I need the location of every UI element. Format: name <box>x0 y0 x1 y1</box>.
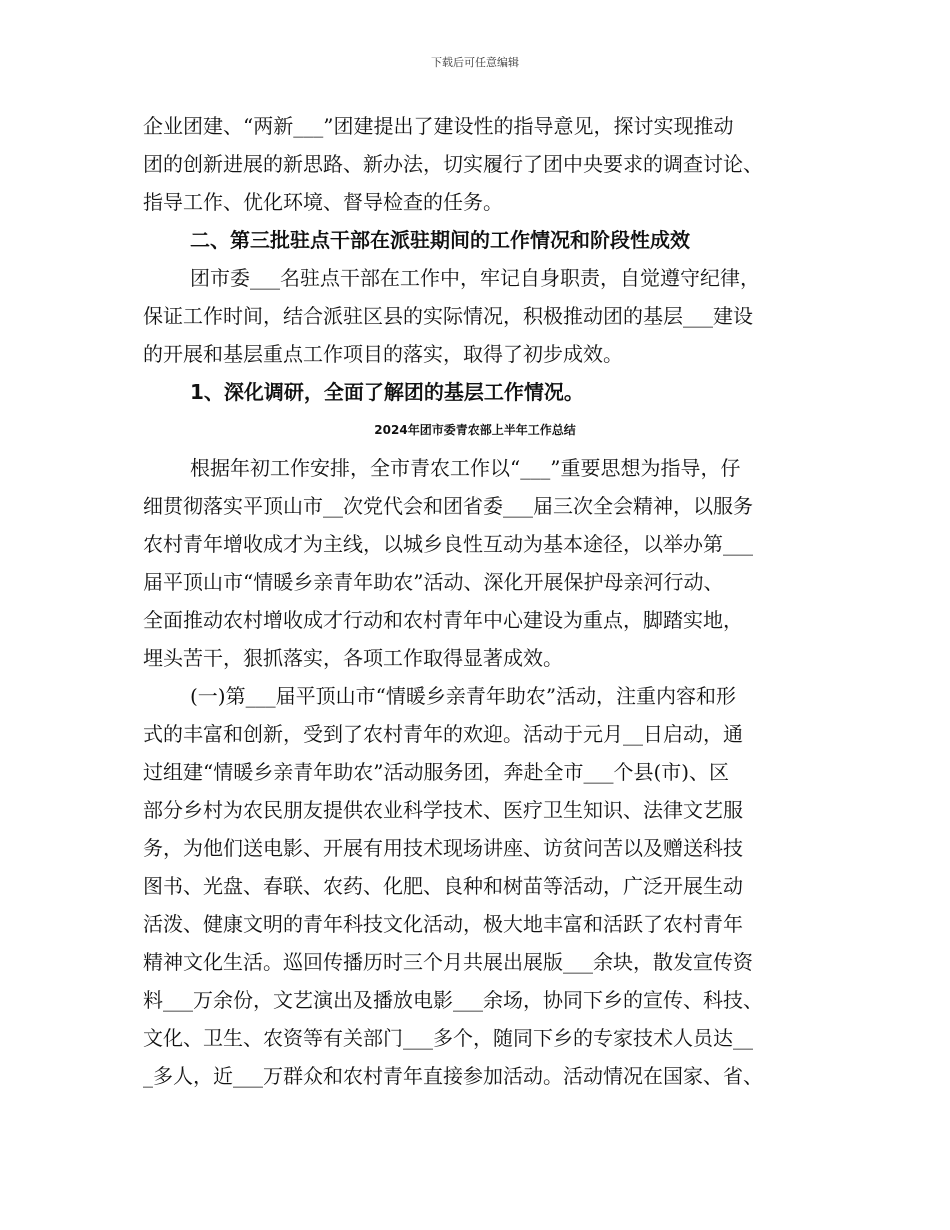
text-line: 精神文化生活。巡回传播历时三个月共展出展版___余块，散发宣传资 <box>143 950 753 974</box>
subsection-heading: 1、深化调研，全面了解团的基层工作情况。 <box>190 380 584 404</box>
text-line: (一)第___届平顶山市“情暖乡亲青年助农”活动，注重内容和形 <box>190 684 737 708</box>
text-line: 团市委___名驻点干部在工作中，牢记自身职责，自觉遵守纪律， <box>190 266 760 290</box>
text-line: 务，为他们送电影、开展有用技术现场讲座、访贫问苦以及赠送科技 <box>143 836 743 860</box>
text-line: 部分乡村为农民朋友提供农业科学技术、医疗卫生知识、法律文艺服 <box>143 798 743 822</box>
text-line: 细贯彻落实平顶山市__次党代会和团省委___届三次全会精神，以服务 <box>143 494 753 518</box>
text-line: 根据年初工作安排，全市青农工作以“___”重要思想为指导，仔 <box>190 456 741 480</box>
text-line: 企业团建、“两新___”团建提出了建设性的指导意见，探讨实现推动 <box>143 114 734 138</box>
text-line: 过组建“情暖乡亲青年助农”活动服务团，奔赴全市___个县(市)、区 <box>143 760 730 784</box>
text-line: 式的丰富和创新，受到了农村青年的欢迎。活动于元月__日启动，通 <box>143 722 743 746</box>
section-heading: 二、第三批驻点干部在派驻期间的工作情况和阶段性成效 <box>190 228 690 252</box>
text-line: 团的创新进展的新思路、新办法，切实履行了团中央要求的调查讨论、 <box>143 152 763 176</box>
text-line: 文化、卫生、农资等有关部门___多个，随同下乡的专家技术人员达__ <box>143 1026 753 1050</box>
text-line: 全面推动农村增收成才行动和农村青年中心建设为重点，脚踏实地， <box>143 608 743 632</box>
text-line: 保证工作时间，结合派驻区县的实际情况，积极推动团的基层___建设 <box>143 304 753 328</box>
text-line: 埋头苦干，狠抓落实，各项工作取得显著成效。 <box>143 646 563 670</box>
text-line: 活泼、健康文明的青年科技文化活动，极大地丰富和活跃了农村青年 <box>143 912 743 936</box>
text-line: 料___万余份，文艺演出及播放电影___余场，协同下乡的宣传、科技、 <box>143 988 763 1012</box>
page-header: 下载后可任意编辑 <box>431 56 519 69</box>
text-line: 农村青年增收成才为主线，以城乡良性互动为基本途径，以举办第___ <box>143 532 753 556</box>
text-line: 的开展和基层重点工作项目的落实，取得了初步成效。 <box>143 342 623 366</box>
text-line: 届平顶山市“情暖乡亲青年助农”活动、深化开展保护母亲河行动、 <box>143 570 724 594</box>
text-line: _多人，近___万群众和农村青年直接参加活动。活动情况在国家、省、 <box>143 1064 763 1088</box>
text-line: 指导工作、优化环境、督导检查的任务。 <box>143 190 503 214</box>
document-title: 2024年团市委青农部上半年工作总结 <box>374 423 576 437</box>
text-line: 图书、光盘、春联、农药、化肥、良种和树苗等活动，广泛开展生动 <box>143 874 743 898</box>
